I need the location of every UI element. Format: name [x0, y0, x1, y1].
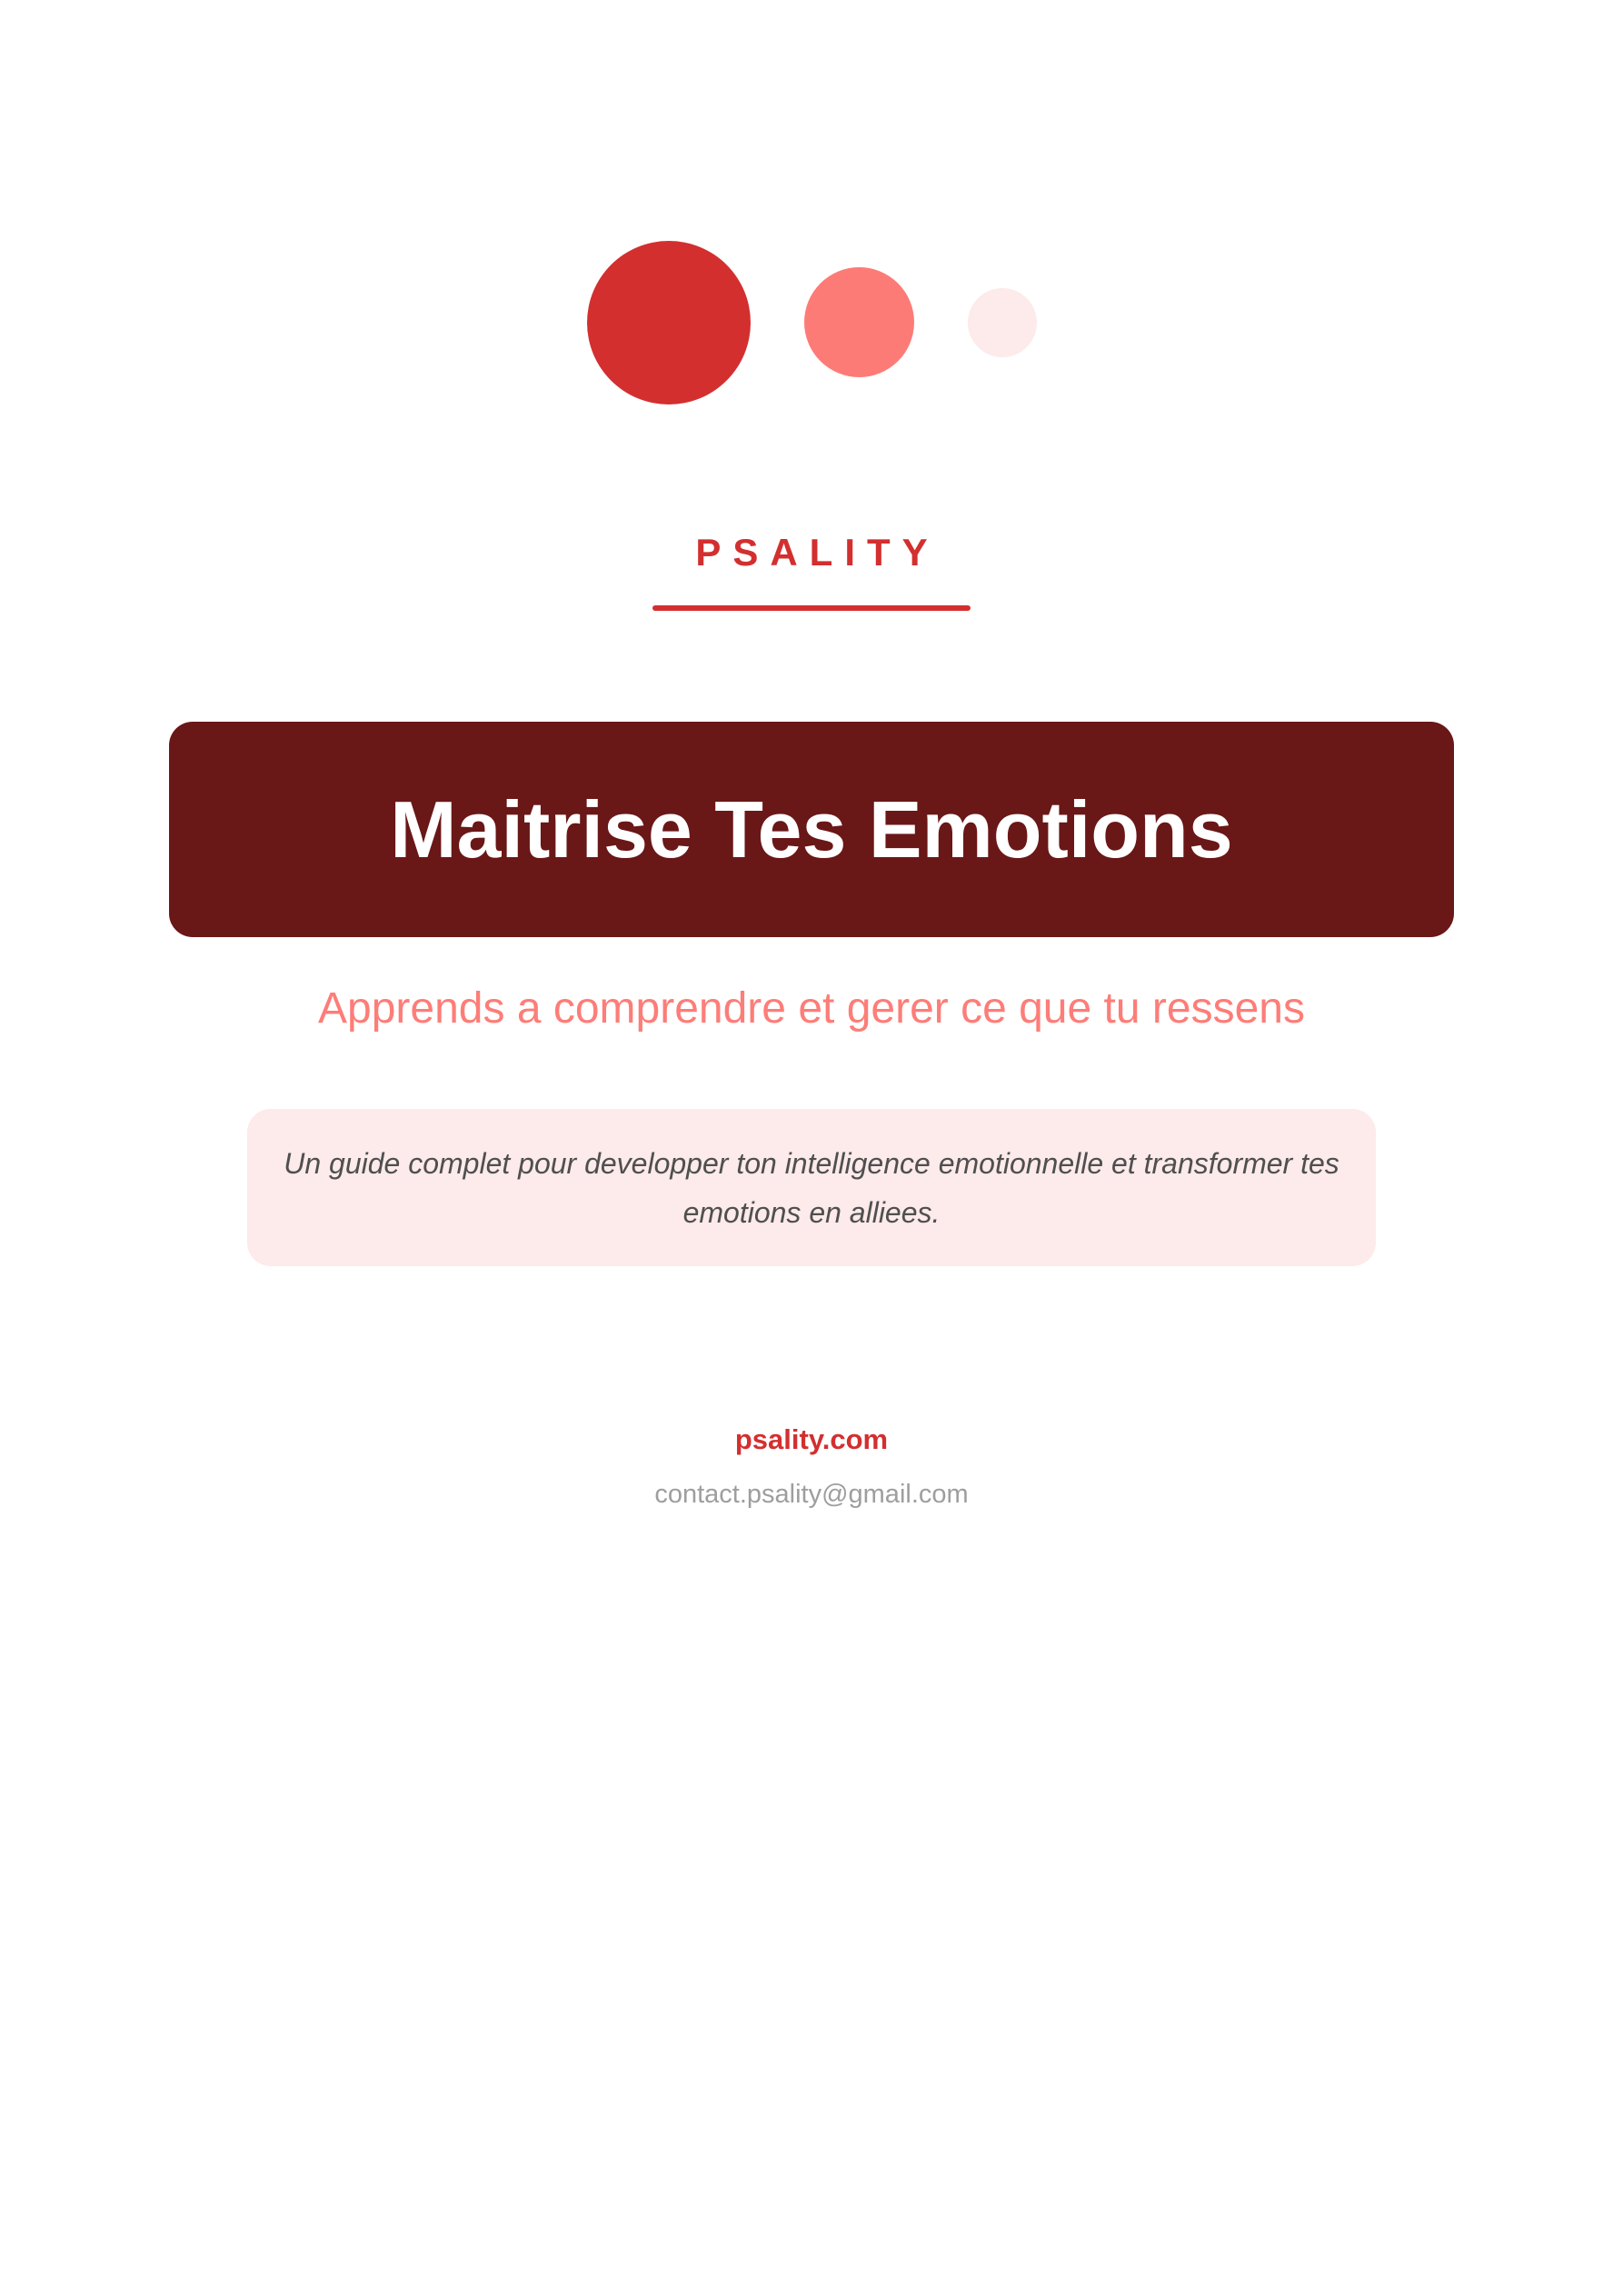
website-text: psality.com	[734, 1423, 889, 1455]
title-banner	[169, 722, 1454, 937]
decor-circle-small	[968, 288, 1037, 357]
description-box	[247, 1109, 1376, 1266]
description-line-2: emotions en alliees.	[682, 1195, 941, 1229]
decor-circle-large	[587, 241, 751, 404]
email-text: contact.psality@gmail.com	[654, 1480, 969, 1509]
subtitle: Apprends a comprendre et gerer ce que tu ressens	[318, 984, 1305, 1033]
brand-underline	[652, 605, 971, 611]
decor-circle-medium	[804, 267, 914, 377]
description-line-1: Un guide complet pour developper ton intelligence emotionnelle et transformer tes	[284, 1146, 1339, 1180]
page-title: Maitrise Tes Emotions	[390, 784, 1233, 874]
brand-name: PSALITY	[695, 531, 940, 574]
